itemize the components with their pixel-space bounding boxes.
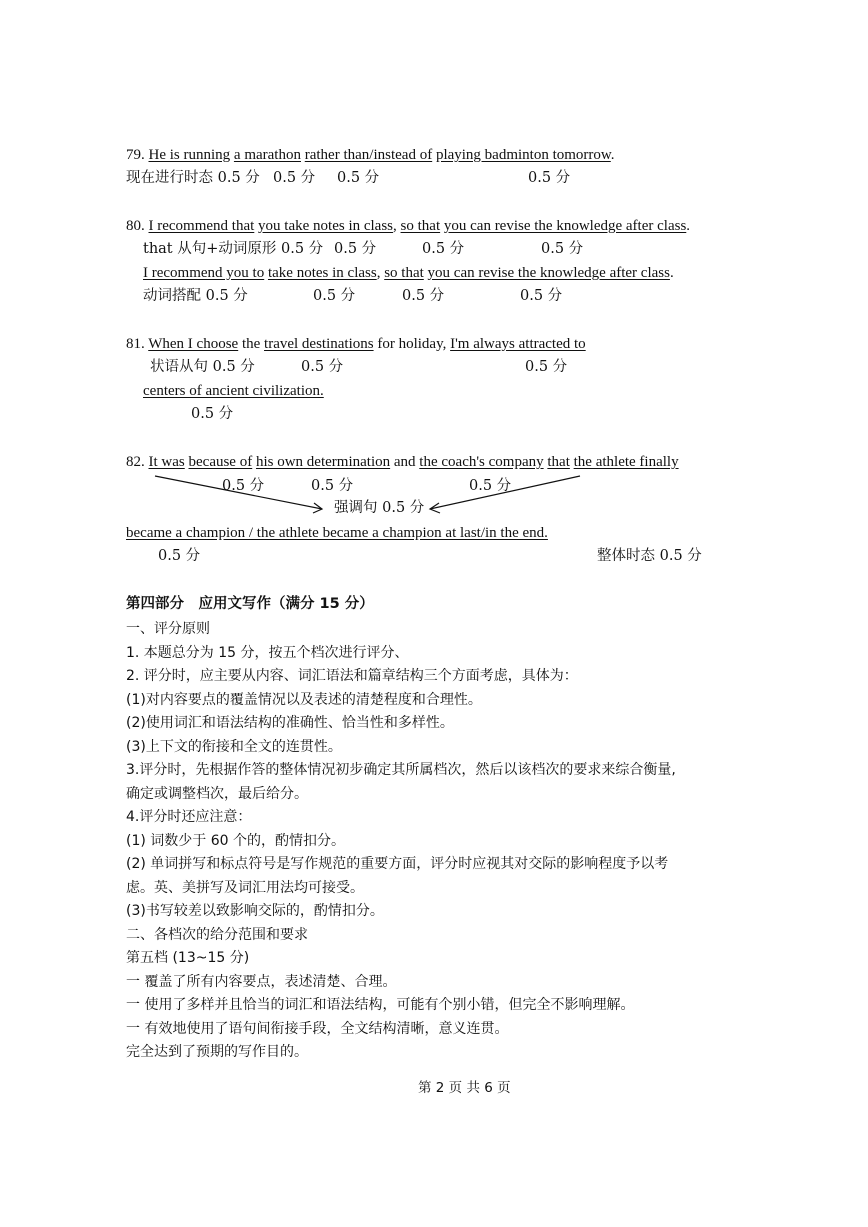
rule-line: 4.评分时还应注意： xyxy=(126,809,252,825)
rule-line: (2) 单词拼写和标点符号是写作规范的重要方面，评分时应视其对交际的影响程度予以考 xyxy=(126,856,669,872)
text-span: , xyxy=(376,265,385,281)
scored-phrase: you take notes in class xyxy=(258,218,394,234)
rule-line: 二、各档次的给分范围和要求 xyxy=(126,926,308,943)
score-label: 整体时态 0.5 分 xyxy=(597,548,702,564)
score-label: that 从句+动词原形 0.5 分 xyxy=(143,241,324,257)
rule-line: 1. 本题总分为 15 分，按五个档次进行评分、 xyxy=(126,644,409,661)
text-span: and xyxy=(390,454,420,470)
scored-phrase: so that xyxy=(384,265,424,281)
text-span: the xyxy=(238,336,265,352)
page-footer: 第 2 页 共 6 页 xyxy=(418,1080,511,1096)
scored-phrase: When I choose xyxy=(148,336,239,352)
score-label: 0.5 分 xyxy=(334,241,377,257)
score-label: 0.5 分 xyxy=(222,478,265,494)
score-label: 0.5 分 xyxy=(528,170,571,186)
score-label: 0.5 分 xyxy=(311,478,354,494)
score-label: 0.5 分 xyxy=(301,359,344,375)
score-label: 0.5 分 xyxy=(158,548,201,564)
score-label: 0.5 分 xyxy=(422,241,465,257)
score-label: 0.5 分 xyxy=(402,288,445,304)
scored-phrase: rather than/instead of xyxy=(304,147,433,163)
score-label: 0.5 分 xyxy=(313,288,356,304)
rule-line: (2)使用词汇和语法结构的准确性、恰当性和多样性。 xyxy=(126,715,454,731)
scored-phrase: playing badminton tomorrow xyxy=(435,147,611,163)
score-label: 0.5 分 xyxy=(191,406,234,422)
scored-phrase: I'm always attracted to xyxy=(450,336,586,352)
rule-line: 一 使用了多样并且恰当的词汇和语法结构，可能有个别小错，但完全不影响理解。 xyxy=(126,997,635,1013)
right-arrow-line xyxy=(430,476,580,509)
q81-sentence-cont: centers of ancient civilization. xyxy=(143,383,324,399)
scored-phrase: so that xyxy=(400,218,441,234)
q82-sentence-cont: became a champion / the athlete became a champion at last/in the end. xyxy=(126,525,548,541)
section-title: 第四部分 应用文写作（满分 15 分） xyxy=(126,596,374,612)
score-label: 0.5 分 xyxy=(337,170,380,186)
text-span: . xyxy=(610,147,615,163)
scored-phrase: I recommend that xyxy=(148,218,255,234)
text-span: for holiday, xyxy=(373,336,451,352)
scored-phrase: He is running xyxy=(148,147,231,163)
score-label: 0.5 分 xyxy=(541,241,584,257)
emphatic-sentence-label: 强调句 0.5 分 xyxy=(334,500,425,516)
rule-line: 一 有效地使用了语句间衔接手段，全文结构清晰，意义连贯。 xyxy=(126,1020,509,1037)
rule-line: 完全达到了预期的写作目的。 xyxy=(126,1044,308,1060)
scored-phrase: the coach's company xyxy=(419,454,544,470)
scored-phrase: a marathon xyxy=(233,147,301,163)
question-number: 81. xyxy=(126,336,149,352)
rule-line: 第五档 (13~15 分) xyxy=(126,950,250,966)
scored-phrase: take notes in class xyxy=(267,265,377,281)
left-arrow-line xyxy=(155,476,322,509)
question-number: 80. xyxy=(126,218,149,234)
score-label: 状语从句 0.5 分 xyxy=(150,359,255,375)
scored-phrase: travel destinations xyxy=(264,336,374,352)
question-number: 82. xyxy=(126,454,149,470)
scored-phrase: because of xyxy=(188,454,253,470)
rule-line: 3.评分时，先根据作答的整体情况初步确定其所属档次，然后以该档次的要求来综合衡量, xyxy=(126,762,676,778)
scored-phrase: It was xyxy=(148,454,185,470)
rule-line: 确定或调整档次，最后给分。 xyxy=(126,785,308,802)
rule-line: (1) 词数少于 60 个的，酌情扣分。 xyxy=(126,832,345,849)
rule-line: (3)书写较差以致影响交际的，酌情扣分。 xyxy=(126,903,384,919)
rule-line: (1)对内容要点的覆盖情况以及表述的清楚程度和合理性。 xyxy=(126,691,482,708)
rule-line: 一 覆盖了所有内容要点，表述清楚、合理。 xyxy=(126,973,397,990)
scored-phrase: his own determination xyxy=(255,454,391,470)
scored-phrase: the athlete finally xyxy=(573,454,679,470)
score-label: 0.5 分 xyxy=(525,359,568,375)
rule-line: 虑。英、美拼写及词汇用法均可接受。 xyxy=(126,879,364,896)
score-label: 0.5 分 xyxy=(273,170,316,186)
text-span: . xyxy=(686,218,691,234)
scored-phrase: that xyxy=(547,454,570,470)
score-label: 现在进行时态 0.5 分 xyxy=(126,170,260,186)
question-number: 79. xyxy=(126,147,149,163)
scored-phrase: you can revise the knowledge after class xyxy=(427,265,670,281)
rule-line: (3)上下文的衔接和全文的连贯性。 xyxy=(126,738,342,755)
rule-line: 2. 评分时，应主要从内容、词汇语法和篇章结构三个方面考虑，具体为： xyxy=(126,668,578,684)
scored-phrase: I recommend you to xyxy=(143,265,265,281)
score-label: 动词搭配 0.5 分 xyxy=(143,288,248,304)
rule-line: 一、评分原则 xyxy=(126,621,210,637)
text-span: . xyxy=(669,265,674,281)
text-span: , xyxy=(393,218,401,234)
score-label: 0.5 分 xyxy=(520,288,563,304)
scored-phrase: you can revise the knowledge after class xyxy=(443,218,687,234)
score-label: 0.5 分 xyxy=(469,478,512,494)
